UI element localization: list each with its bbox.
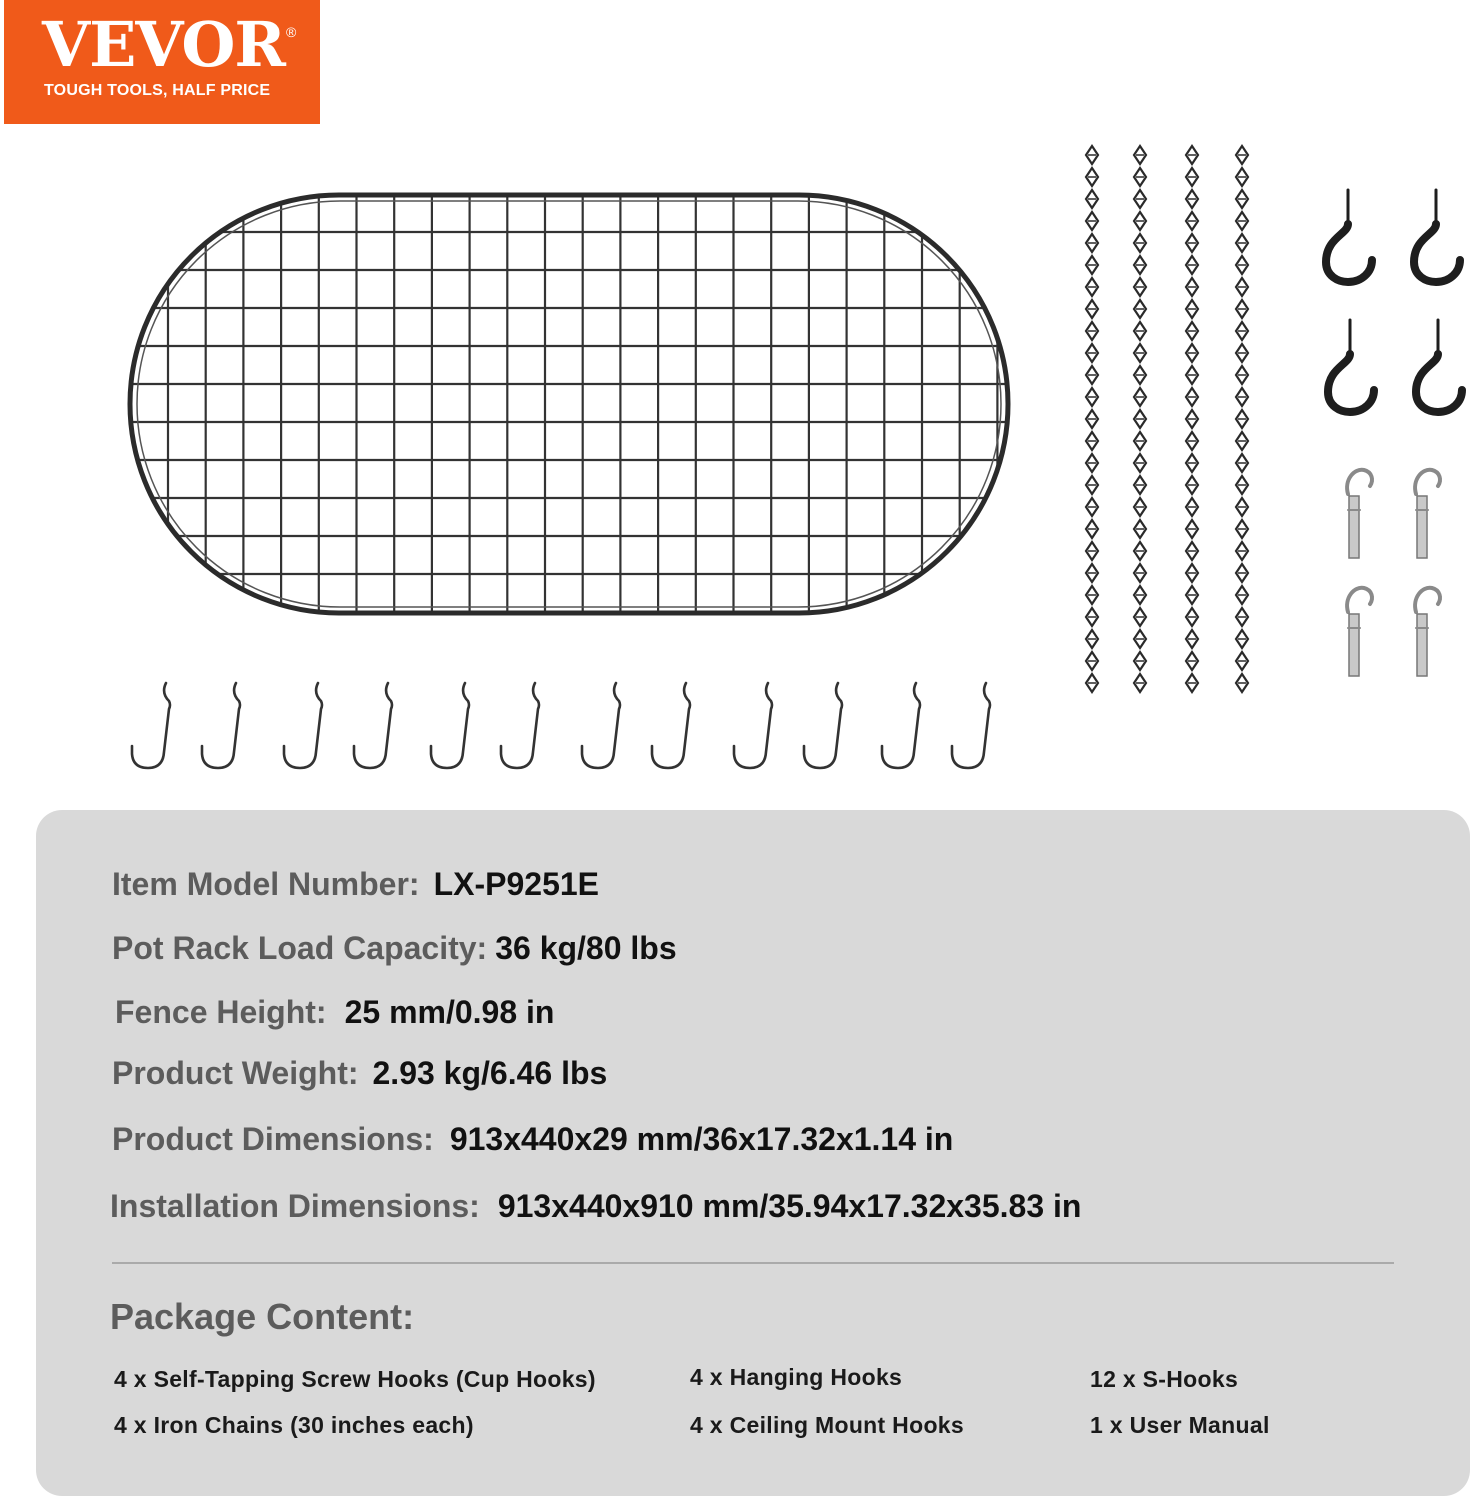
ceiling-mount-hook-icon [1347,588,1372,676]
package-item: 4 x Hanging Hooks [690,1364,903,1390]
s-hook-icon [952,683,990,768]
spec-fence-height [115,994,554,1031]
ceiling-mount-hook-icon [1415,588,1440,676]
spec-label: Installation Dimensions: [110,1188,480,1224]
package-item: 12 x S-Hooks [1090,1366,1239,1392]
chain-icon [1186,146,1198,692]
cup-hook-icon [1414,190,1460,282]
s-hook-icon [354,683,392,768]
s-hook-icon [202,683,240,768]
cup-hooks-group [1326,190,1462,412]
spec-label: Fence Height: [115,994,327,1030]
cup-hook-icon [1416,320,1462,412]
cup-hook-icon [1326,190,1372,282]
package-content-title: Package Content: [110,1296,415,1337]
spec-value: 913x440x29 mm/36x17.32x1.14 in [449,1121,954,1157]
spec-value: 25 mm/0.98 in [344,994,555,1030]
chain-icon [1134,146,1146,692]
spec-value: 2.93 kg/6.46 lbs [372,1055,608,1091]
spec-load-capacity [112,930,677,967]
ceiling-mount-hook-icon [1347,470,1372,558]
s-hooks-group [132,683,990,768]
spec-value: LX-P9251E [433,866,599,902]
spec-label: Item Model Number: [112,866,420,902]
spec-label: Product Dimensions: [112,1121,434,1157]
s-hook-icon [652,683,690,768]
spec-model-number [112,866,599,903]
package-item: 1 x User Manual [1090,1412,1270,1438]
brand-name: VEVOR [42,8,285,81]
s-hook-icon [284,683,322,768]
spec-value: 913x440x910 mm/35.94x17.32x35.83 in [497,1188,1082,1224]
s-hook-icon [804,683,842,768]
package-item: 4 x Self-Tapping Screw Hooks (Cup Hooks) [114,1366,596,1392]
spec-value: 36 kg/80 lbs [495,930,677,966]
s-hook-icon [882,683,920,768]
cup-hook-icon [1328,320,1374,412]
specification-panel [36,810,1470,1496]
package-item: 4 x Ceiling Mount Hooks [690,1412,964,1438]
s-hook-icon [582,683,620,768]
s-hook-icon [431,683,469,768]
spec-product-weight [112,1055,607,1092]
spec-installation-dimensions [110,1188,1081,1225]
iron-chains-group [1086,146,1248,692]
s-hook-icon [501,683,539,768]
chain-icon [1086,146,1098,692]
package-item: 4 x Iron Chains (30 inches each) [114,1412,474,1438]
ceiling-mount-hook-icon [1415,470,1440,558]
spec-label: Product Weight: [112,1055,359,1091]
spec-label: Pot Rack Load Capacity: [112,930,488,966]
divider [112,1262,1394,1264]
grid-pot-rack [125,190,1012,620]
ceiling-mount-hooks-group [1347,470,1440,676]
brand-tagline: TOUGH TOOLS, HALF PRICE [44,82,271,99]
s-hook-icon [132,683,170,768]
s-hook-icon [734,683,772,768]
registered-mark: ® [286,24,297,40]
chain-icon [1236,146,1248,692]
spec-product-dimensions [112,1121,953,1158]
